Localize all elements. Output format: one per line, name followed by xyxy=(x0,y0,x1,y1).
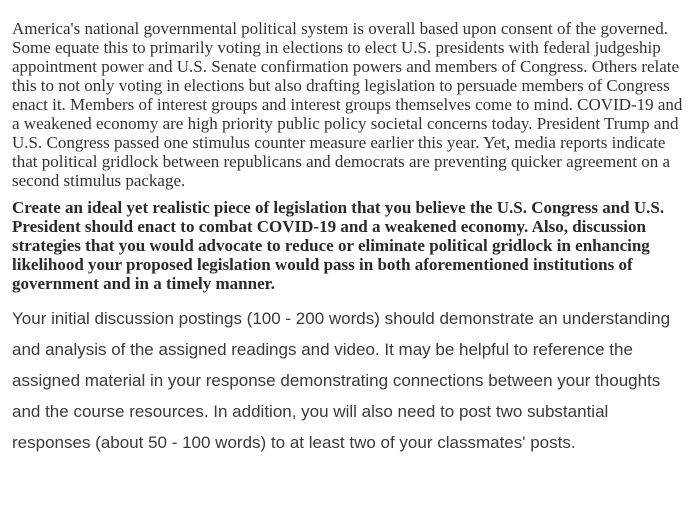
intro-paragraph: America's national governmental political system is overall based upon consent of the governed. Some equate this to primarily voting in elections to elect U.S. presidents with federal judgeship appointment power and U.S. Senate confirmation powers and members of Congress. Others relate this to not only voting in elections but also drafting legislation to persuade members of Congress enact it. Members of interest groups and interest groups themselves come to mind. COVID-19 and a weakened economy are high priority public policy societal concerns today. President Trump and U.S. Congress passed one stimulus counter measure earlier this year. Yet, media reports indicate that political gridlock between republicans and democrats are preventing quicker agreement on a second stimulus package. xyxy=(12,19,683,190)
instructions-paragraph: Your initial discussion postings (100 - 200 words) should demonstrate an understanding and analysis of the assigned readings and video. It may be helpful to reference the assigned material in your response demonstrating connections between your thoughts and the course resources. In addition, you will also need to post two substantial responses (about 50 - 100 words) to at least two of your classmates' posts. xyxy=(12,309,671,452)
prompt-paragraph: Create an ideal yet realistic piece of legislation that you believe the U.S. Congress and U.S. President should enact to combat COVID-19 and a weakened economy. Also, discussion strategies that you would advocate to reduce or eliminate political gridlock in enhancing likelihood your proposed legislation would pass in both aforementioned institutions of government and in a timely manner. xyxy=(12,198,665,293)
